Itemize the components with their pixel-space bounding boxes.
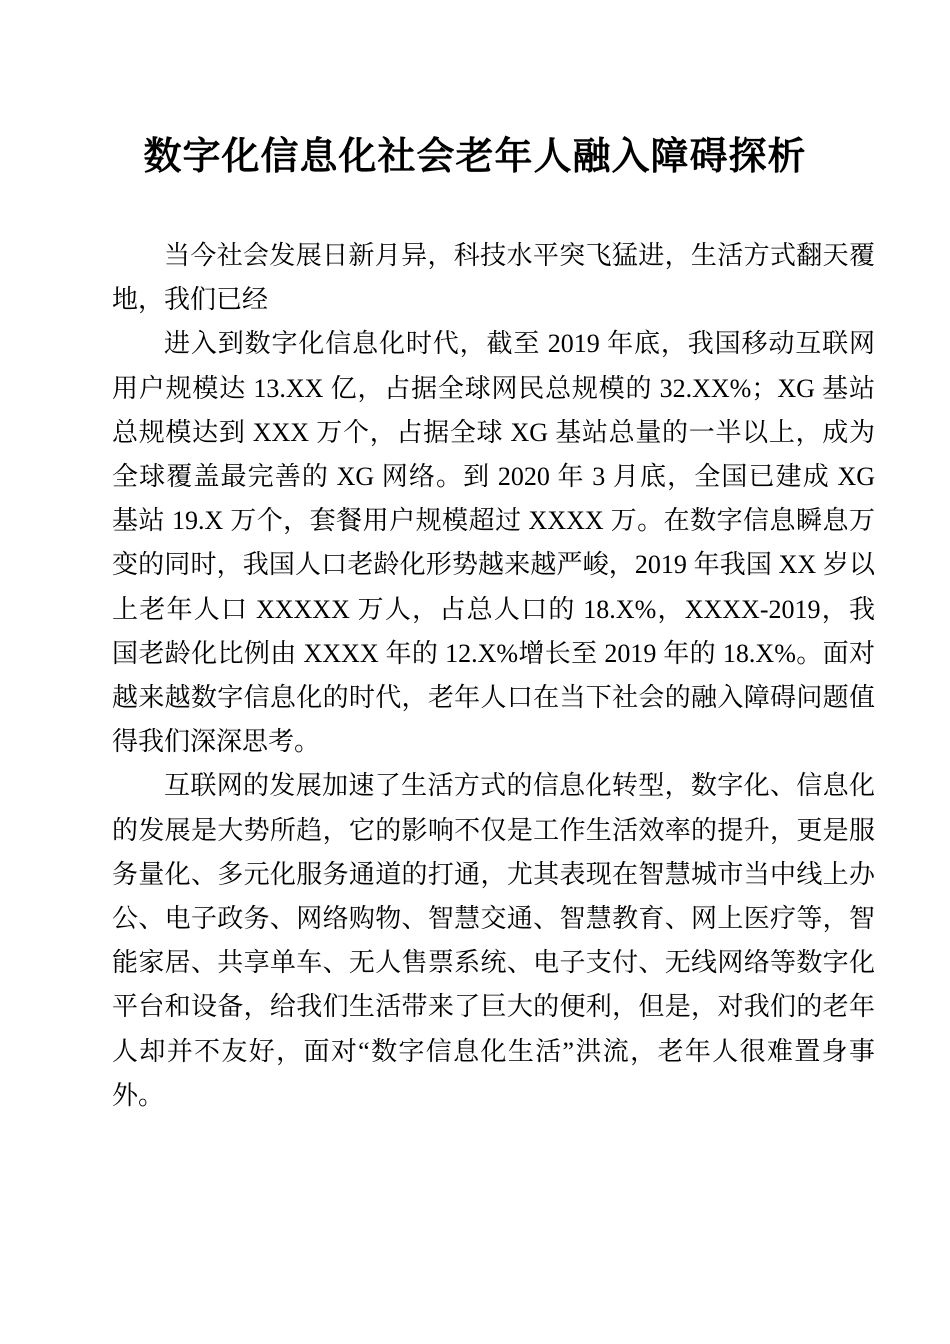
document-title: 数字化信息化社会老年人融入障碍探析 xyxy=(143,136,807,178)
paragraph-intro: 当今社会发展日新月异，科技水平突飞猛进，生活方式翻天覆地，我们已经 xyxy=(112,241,875,315)
paragraph-internet-transformation: 互联网的发展加速了生活方式的信息化转型，数字化、信息化的发展是大势所趋，它的影响不仅是工作生活效率的提升，更是服务量化、多元化服务通道的打通，尤其表现在智慧城市当中线上办公、电子政务、网络购物、智慧交通、智慧教育、网上医疗等，智能家居、共享单车、无人售票系统、电子支付、无线网络等数字化平台和设备，给我们生活带来了巨大的便利，但是，对我们的老年人却并不友好，面对“数字信息化生活”洪流，老年人很难置身事外。 xyxy=(112,771,875,1110)
document-body xyxy=(0,234,950,1118)
paragraph-digital-era-statistics: 进入到数字化信息化时代，截至 2019 年底，我国移动互联网用户规模达 13.XX 亿，占据全球网民总规模的 32.XX%；XG 基站总规模达到 XXX 万个，占据全球 XG 基站总量的一半以上，成为全球覆盖最完善的 XG 网络。到 2020 年 3 月底，全国已建成 XG 基站 19.X 万个，套餐用户规模超过 XXXX 万。在数字信息瞬息万变的同时，我国人口老龄化形势越来越严峻，2019 年我国 XX 岁以上老年人口 XXXXX 万人，占总人口的 18.X%，XXXX-2019，我国老龄化比例由 XXXX 年的 12.X%增长至 2019 年的 18.X%。面对越来越数字信息化的时代，老年人口在当下社会的融入障碍问题值得我们深深思考。 xyxy=(112,329,875,757)
